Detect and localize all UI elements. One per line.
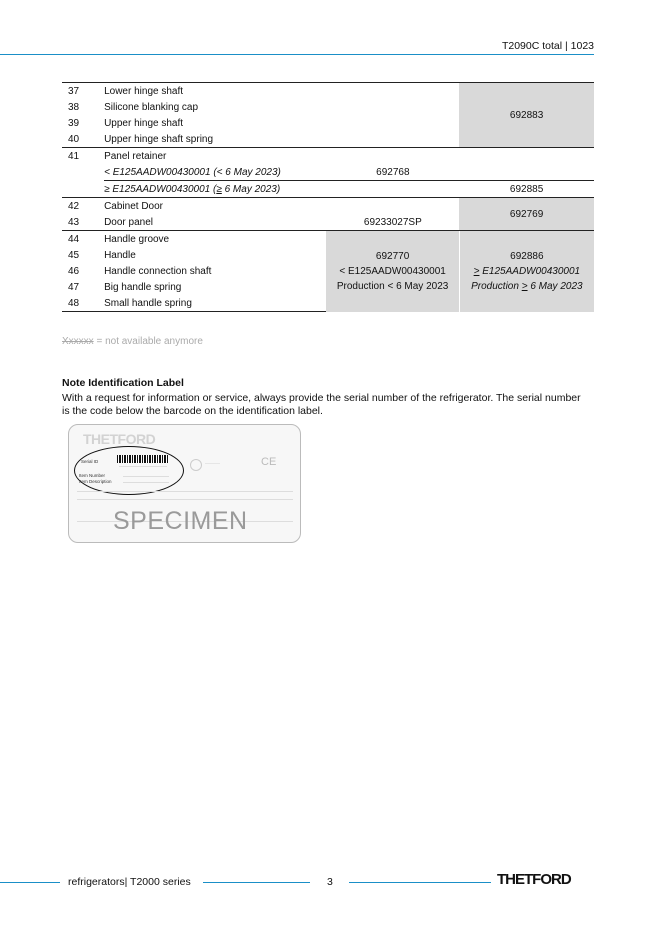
part-number-cell: 692885 bbox=[509, 183, 544, 195]
serial-id-label: Serial ID bbox=[81, 459, 99, 464]
certification-circle-icon bbox=[190, 459, 202, 471]
serial-highlight-oval bbox=[74, 446, 184, 495]
item-description-label: Item Description bbox=[79, 479, 112, 484]
table-row: < E125AADW00430001 (< 6 May 2023) 692768 bbox=[62, 164, 594, 181]
thetford-logo: THETFORD bbox=[497, 871, 571, 888]
table-row: 48 Small handle spring bbox=[62, 295, 594, 312]
barcode-icon bbox=[117, 455, 169, 463]
label-brand-logo: THETFORD bbox=[83, 431, 156, 447]
note-title: Note Identification Label bbox=[62, 377, 184, 389]
table-row: 37 Lower hinge shaft 692883 bbox=[62, 83, 594, 100]
part-number-cell: 692770 < E125AADW00430001 Production < 6 May 2023 bbox=[326, 231, 459, 312]
item-number-label: Item Number bbox=[79, 473, 106, 478]
parts-table bbox=[62, 82, 594, 312]
table-row: 47 Big handle spring bbox=[68, 281, 182, 293]
table-row: 42 Cabinet Door 692769 bbox=[62, 198, 594, 215]
table-row: 45 Handle bbox=[68, 249, 136, 261]
table-row: 40 Upper hinge shaft spring bbox=[68, 133, 214, 145]
table-row: ≥ E125AADW00430001 (≥ 6 May 2023) 692885 bbox=[62, 181, 594, 198]
specimen-watermark: SPECIMEN bbox=[113, 507, 248, 535]
table-row: 41 Panel retainer bbox=[62, 148, 594, 165]
footer-title: refrigerators| T2000 series bbox=[68, 876, 191, 888]
document-reference: T2090C total | 1023 bbox=[501, 40, 594, 52]
part-number-cell: 692769 bbox=[459, 198, 594, 231]
table-row: 46 Handle connection shaft bbox=[68, 265, 212, 277]
ce-mark-icon: CE bbox=[261, 456, 277, 468]
page-number: 3 bbox=[327, 876, 333, 888]
note-body: With a request for information or service, always provide the serial number of the refrigerator. The serial number is the code below the barcode on the identification label. bbox=[62, 392, 581, 417]
header-rule bbox=[0, 54, 594, 55]
table-row: 39 Upper hinge shaft bbox=[68, 117, 184, 129]
part-number-cell: 692768 bbox=[326, 164, 459, 181]
part-number-cell: 692883 bbox=[459, 83, 594, 148]
identification-label-image: THETFORD Serial ID Item Number Item Description ——— CE SPECIMEN bbox=[68, 424, 301, 543]
legend-note: Xxxxxx = not available anymore bbox=[62, 336, 203, 347]
part-number-cell: 69233027SP bbox=[363, 216, 422, 228]
footer-rule bbox=[203, 882, 310, 883]
part-number-cell: 692886 > E125AADW00430001 Production > 6 May 2023 bbox=[459, 231, 594, 312]
footer-rule bbox=[0, 882, 60, 883]
footer-rule bbox=[349, 882, 491, 883]
table-row: 43 Door panel 69233027SP bbox=[62, 214, 594, 231]
table-row: 44 Handle groove 692770 < E125AADW00430001 Production < 6 May 2023 692886 > E125AADW00430001 Production > 6 May 2023 bbox=[62, 231, 594, 248]
table-row: 38 Silicone blanking cap bbox=[68, 101, 199, 113]
